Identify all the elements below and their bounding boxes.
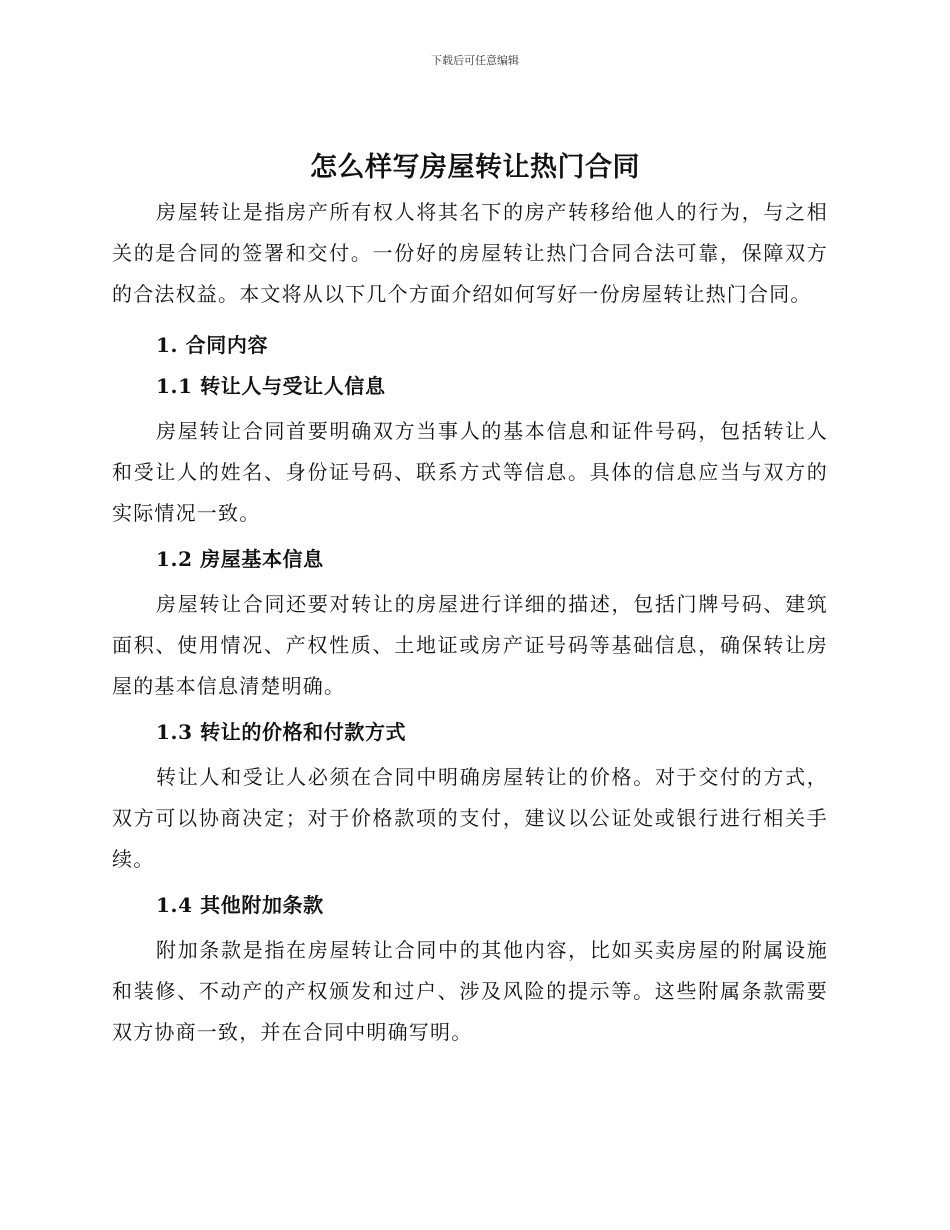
section-paragraph-1-2: 房屋转让合同还要对转让的房屋进行详细的描述，包括门牌号码、建筑面积、使用情况、产权性质、土地证或房产证号码等基础信息，确保转让房屋的基本信息清楚明确。 — [112, 592, 828, 698]
header-note: 下载后可任意编辑 — [431, 54, 519, 67]
section-heading-1-1: 1.1 转让人与受让人信息 — [156, 374, 386, 398]
document-title: 怎么样写房屋转让热门合同 — [310, 152, 640, 183]
section-paragraph-1-3: 转让人和受让人必须在合同中明确房屋转让的价格。对于交付的方式，双方可以协商决定；对于价格款项的支付，建议以公证处或银行进行相关手续。 — [112, 765, 828, 871]
section-heading-1: 1. 合同内容 — [156, 333, 269, 357]
intro-paragraph: 房屋转让是指房产所有权人将其名下的房产转移给他人的行为，与之相关的是合同的签署和交付。一份好的房屋转让热门合同合法可靠，保障双方的合法权益。本文将从以下几个方面介绍如何写好一份房屋转让热门合同。 — [112, 200, 828, 306]
section-paragraph-1-1: 房屋转让合同首要明确双方当事人的基本信息和证件号码，包括转让人和受让人的姓名、身份证号码、联系方式等信息。具体的信息应当与双方的实际情况一致。 — [112, 419, 828, 525]
section-heading-1-4: 1.4 其他附加条款 — [156, 893, 324, 917]
section-heading-1-2: 1.2 房屋基本信息 — [156, 547, 324, 571]
document-body — [112, 192, 828, 1053]
section-heading-1-3: 1.3 转让的价格和付款方式 — [156, 720, 407, 744]
section-paragraph-1-4: 附加条款是指在房屋转让合同中的其他内容，比如买卖房屋的附属设施和装修、不动产的产权颁发和过户、涉及风险的提示等。这些附属条款需要双方协商一致，并在合同中明确写明。 — [112, 938, 828, 1044]
